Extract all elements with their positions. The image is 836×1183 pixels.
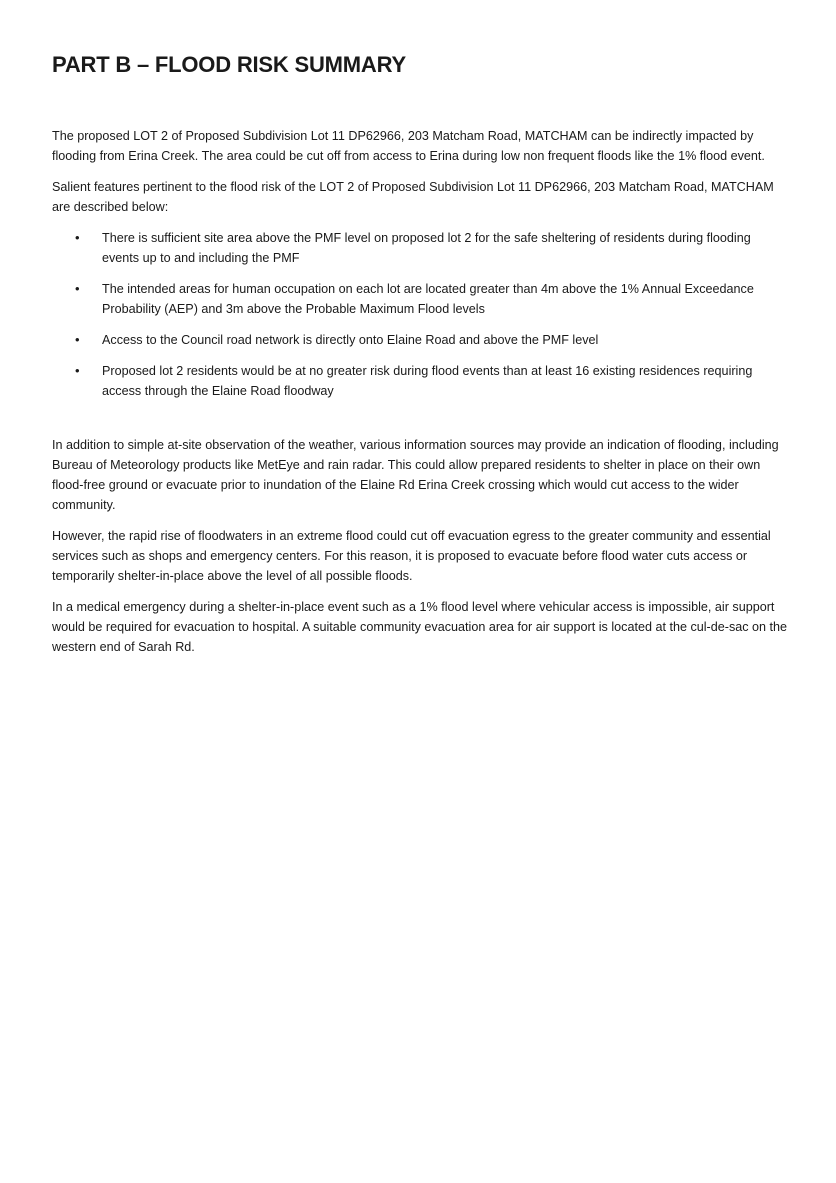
list-item-text: Access to the Council road network is directly onto Elaine Road and above the PMF level xyxy=(102,333,599,347)
bullet-icon: • xyxy=(75,363,80,378)
list-item-text: The intended areas for human occupation on each lot are located greater than 4m above the 1% Annual Exceedance Probability (AEP) and 3m above the Probable Maximum Flood levels xyxy=(102,282,754,316)
list-item xyxy=(52,279,788,319)
section-spacer xyxy=(52,412,788,435)
list-item xyxy=(52,361,788,401)
bullet-icon: • xyxy=(75,230,80,245)
list-item xyxy=(52,228,788,268)
warning-sources-paragraph: In addition to simple at-site observation of the weather, various information sources may provide an indication of flooding, including Bureau of Meteorology products like MetEye and rain radar. This could allow prepared residents to shelter in place on their own flood-free ground or evacuate prior to inundation of the Elaine Rd Erina Creek crossing which would cut access to the wider community. xyxy=(52,438,779,512)
intro-paragraph: The proposed LOT 2 of Proposed Subdivision Lot 11 DP62966, 203 Matcham Road, MATCHAM can be indirectly impacted by flooding from Erina Creek. The area could be cut off from access to Erina during low non frequent floods like the 1% flood event. xyxy=(52,129,765,163)
list-item-text: There is sufficient site area above the PMF level on proposed lot 2 for the safe sheltering of residents during flooding events up to and including the PMF xyxy=(102,231,751,265)
list-item-text: Proposed lot 2 residents would be at no greater risk during flood events than at least 16 existing residences requiring access through the Elaine Road floodway xyxy=(102,364,753,398)
page-title: PART B – FLOOD RISK SUMMARY xyxy=(52,52,406,77)
bullet-icon: • xyxy=(75,281,80,296)
document-body xyxy=(52,126,788,668)
list-item xyxy=(52,330,788,350)
evacuation-paragraph: However, the rapid rise of floodwaters in an extreme flood could cut off evacuation egress to the greater community and essential services such as shops and emergency centers. For this reason, it is proposed to evacuate before flood water cuts access or temporarily shelter-in-place above the level of all possible floods. xyxy=(52,529,771,583)
medical-emergency-paragraph: In a medical emergency during a shelter-in-place event such as a 1% flood level where vehicular access is impossible, air support would be required for evacuation to hospital. A suitable community evacuation area for air support is located at the cul-de-sac on the western end of Sarah Rd. xyxy=(52,600,788,654)
salient-features-list xyxy=(52,228,788,401)
features-intro-paragraph: Salient features pertinent to the flood risk of the LOT 2 of Proposed Subdivision Lot 11 DP62966, 203 Matcham Road, MATCHAM are described below: xyxy=(52,180,774,214)
bullet-icon: • xyxy=(75,332,80,347)
